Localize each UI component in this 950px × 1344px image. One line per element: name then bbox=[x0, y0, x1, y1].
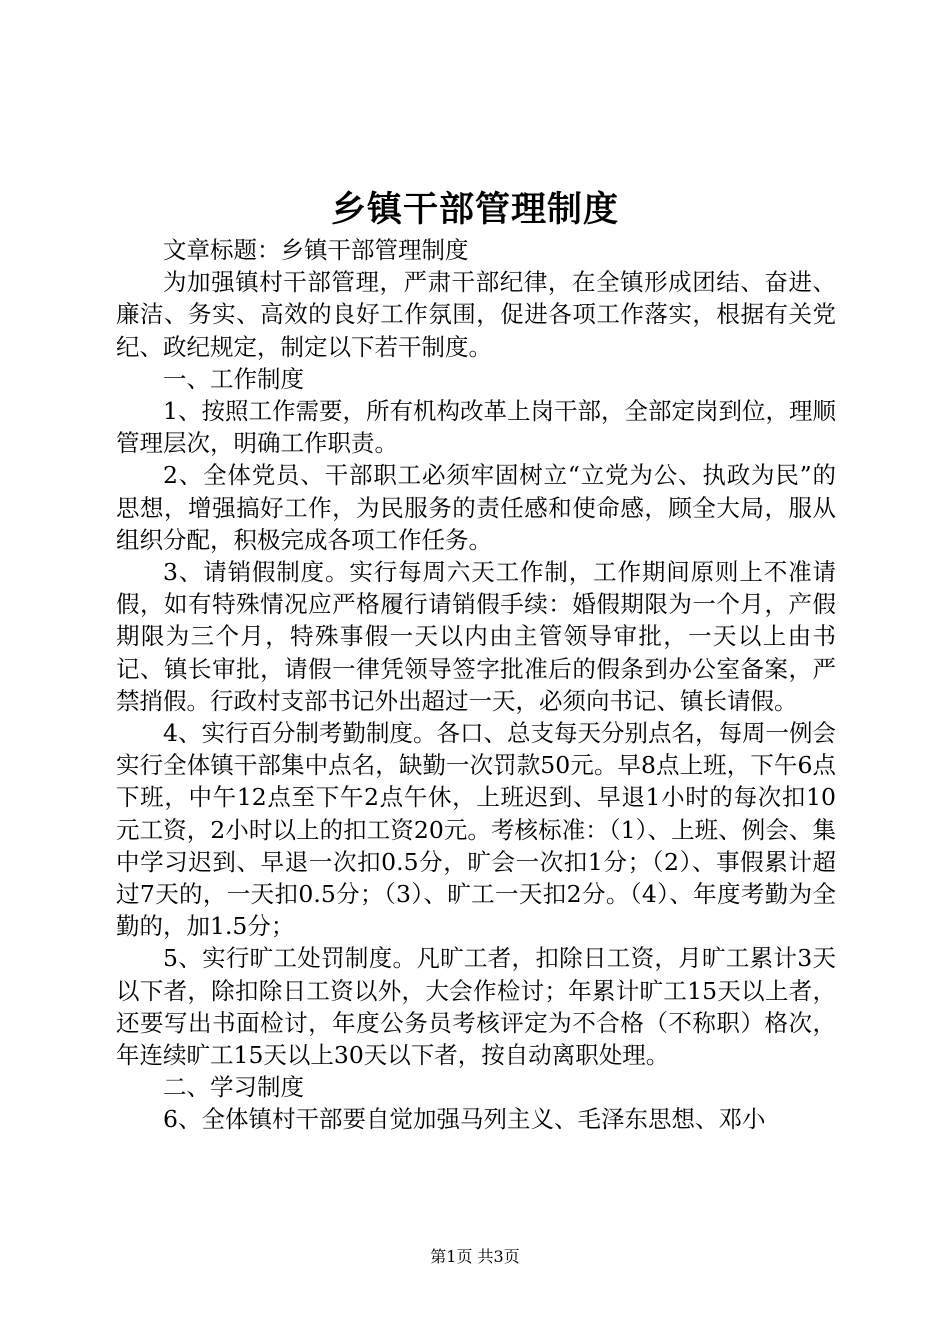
document-title: 乡镇干部管理制度 bbox=[330, 189, 619, 230]
paragraph-item-2: 2、全体党员、干部职工必须牢固树立“立党为公、执政为民”的思想，增强搞好工作，为民服务的责任感和使命感，顾全大局，服从组织分配，积极完成各项工作任务。 bbox=[116, 461, 836, 554]
section-heading-work: 一、工作制度 bbox=[163, 364, 304, 393]
paragraph-item-1: 1、按照工作需要，所有机构改革上岗干部，全部定岗到位，理顺管理层次，明确工作职责。 bbox=[116, 397, 836, 458]
page-footer: 第1页 共3页 bbox=[430, 1247, 520, 1266]
section-heading-study: 二、学习制度 bbox=[163, 1073, 304, 1102]
paragraph-item-6: 6、全体镇村干部要自觉加强马列主义、毛泽东思想、邓小 bbox=[163, 1105, 766, 1134]
paragraph-article-title: 文章标题：乡镇干部管理制度 bbox=[163, 236, 469, 264]
paragraph-item-4: 4、实行百分制考勤制度。各口、总支每天分别点名，每周一例会实行全体镇干部集中点名，缺勤一次罚款50元。早8点上班，下午6点下班，中午12点至下午2点午休，上班迟到、早退1小时的每次扣10元工资，2小时以上的扣工资20元。考核标准：（1）、上班、例会、集中学习迟到、早退一次扣0.5分，旷会一次扣1分；（2）、事假累计超过7天的，一天扣0.5分；（3）、旷工一天扣2分。（4）、年度考勤为全勤的，加1.5分； bbox=[116, 719, 836, 941]
paragraph-intro: 为加强镇村干部管理，严肃干部纪律，在全镇形成团结、奋进、廉洁、务实、高效的良好工作氛围，促进各项工作落实，根据有关党纪、政纪规定，制定以下若干制度。 bbox=[116, 268, 836, 361]
paragraph-item-5: 5、实行旷工处罚制度。凡旷工者，扣除日工资，月旷工累计3天以下者，除扣除日工资以外，大会作检讨；年累计旷工15天以上者，还要写出书面检讨，年度公务员考核评定为不合格（不称职）格次，年连续旷工15天以上30天以下者，按自动离职处理。 bbox=[116, 944, 836, 1070]
document-body bbox=[116, 234, 836, 1136]
paragraph-item-3: 3、请销假制度。实行每周六天工作制，工作期间原则上不准请假，如有特殊情况应严格履行请销假手续：婚假期限为一个月，产假期限为三个月，特殊事假一天以内由主管领导审批，一天以上由书记、镇长审批，请假一律凭领导签字批准后的假条到办公室备案，严禁捎假。行政村支部书记外出超过一天，必须向书记、镇长请假。 bbox=[116, 558, 836, 715]
